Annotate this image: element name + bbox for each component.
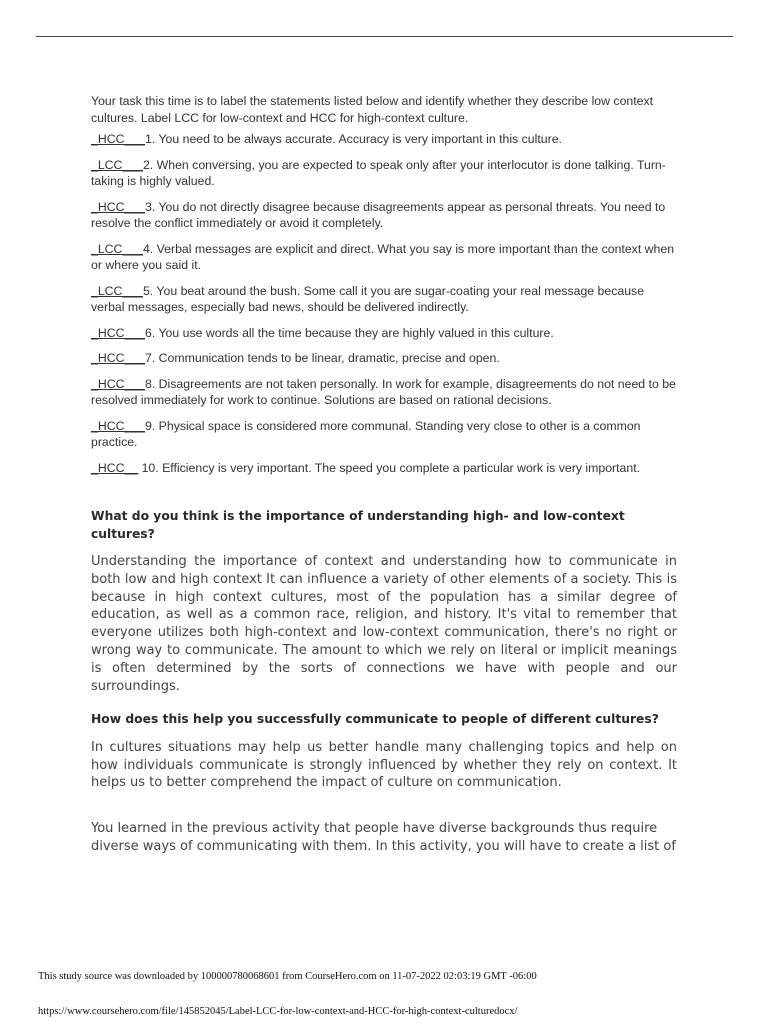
instructions: Your task this time is to label the statements listed below and identify whether they describe low context cultures. Label LCC for low-context and HCC for high-context culture. [91, 94, 654, 125]
statement-answer: _HCC___ [91, 199, 145, 214]
statement-item [91, 283, 677, 316]
statement-item [91, 376, 677, 409]
statement-text: 2. When conversing, you are expected to speak only after your interlocutor is done talking. Turn-taking is highly valued. [91, 157, 666, 188]
question-heading: What do you think is the importance of understanding high- and low-context cultures? [91, 509, 625, 541]
statement-answer: _LCC___ [91, 157, 143, 172]
statement-text: 1. You need to be always accurate. Accuracy is very important in this culture. [145, 132, 562, 146]
statement-list [91, 131, 677, 476]
statement-text: 4. Verbal messages are explicit and direct. What you say is more important than the context when or where you said it. [91, 241, 675, 272]
statement-text: 3. You do not directly disagree because disagreements appear as personal threats. You need to resolve the conflict immediately or avoid it completely. [91, 199, 666, 230]
answer-paragraph: In cultures situations may help us better handle many challenging topics and help on how individuals communicate is strongly influenced by whether they rely on context. It helps us to better comprehend the impact of culture on communication. [91, 739, 677, 791]
statement-text: 6. You use words all the time because they are highly valued in this culture. [145, 325, 554, 340]
statement-text: 9. Physical space is considered more communal. Standing very close to other is a common practice. [91, 418, 641, 449]
activity-paragraph: You learned in the previous activity that people have diverse backgrounds thus require diverse ways of communicating with them. In this activity, you will have to create a list of [91, 821, 676, 855]
download-notice: This study source was downloaded by 100000780068601 from CourseHero.com on 11-07-2022 02:03:19 GMT -06:00 [38, 971, 537, 982]
statement-item [91, 418, 677, 451]
question-heading: How does this help you successfully communicate to people of different cultures? [91, 712, 659, 727]
statement-item [91, 131, 677, 148]
statement-answer: _HCC___ [91, 418, 145, 433]
statement-text: 8. Disagreements are not taken personally. In work for example, disagreements do not need to be resolved immediately for work to continue. Solutions are based on rational decisions. [91, 376, 676, 407]
statement-answer: _HCC___ [91, 325, 145, 340]
statement-item [91, 350, 677, 367]
statement-answer: _HCC___ [91, 351, 145, 365]
statement-answer: _HCC__ [91, 460, 139, 475]
statement-text: 10. Efficiency is very important. The speed you complete a particular work is very important. [138, 460, 641, 475]
top-divider [36, 36, 733, 37]
statement-answer: _LCC___ [91, 283, 143, 298]
statement-item [91, 199, 677, 232]
statement-text: 7. Communication tends to be linear, dramatic, precise and open. [145, 351, 500, 365]
statement-answer: _HCC___ [91, 376, 145, 391]
answer-paragraph: Understanding the importance of context and understanding how to communicate in both low and high context It can influence a variety of other elements of a society. This is because in high context cultures, most of the population has a similar degree of education, as well as a common race, religion, and history. It's vital to remember that everyone utilizes both high-context and low-context communication, there's no right or wrong way to communicate. The amount to which we rely on literal or implicit meanings is often determined by the sorts of connections we have with people and our surroundings. [91, 554, 677, 694]
statement-item [91, 241, 677, 274]
source-url-link[interactable]: https://www.coursehero.com/file/145852045/Label-LCC-for-low-context-and-HCC-for-high-context-culturedocx/ [38, 1006, 518, 1017]
statement-item [91, 325, 677, 342]
statement-text: 5. You beat around the bush. Some call it you are sugar-coating your real message because verbal messages, especially bad news, should be delivered indirectly. [91, 283, 645, 314]
statement-answer: _HCC___ [91, 132, 145, 146]
statement-answer: _LCC___ [91, 241, 143, 256]
statement-item [91, 460, 677, 477]
document-body [91, 93, 677, 856]
statement-item [91, 157, 677, 190]
